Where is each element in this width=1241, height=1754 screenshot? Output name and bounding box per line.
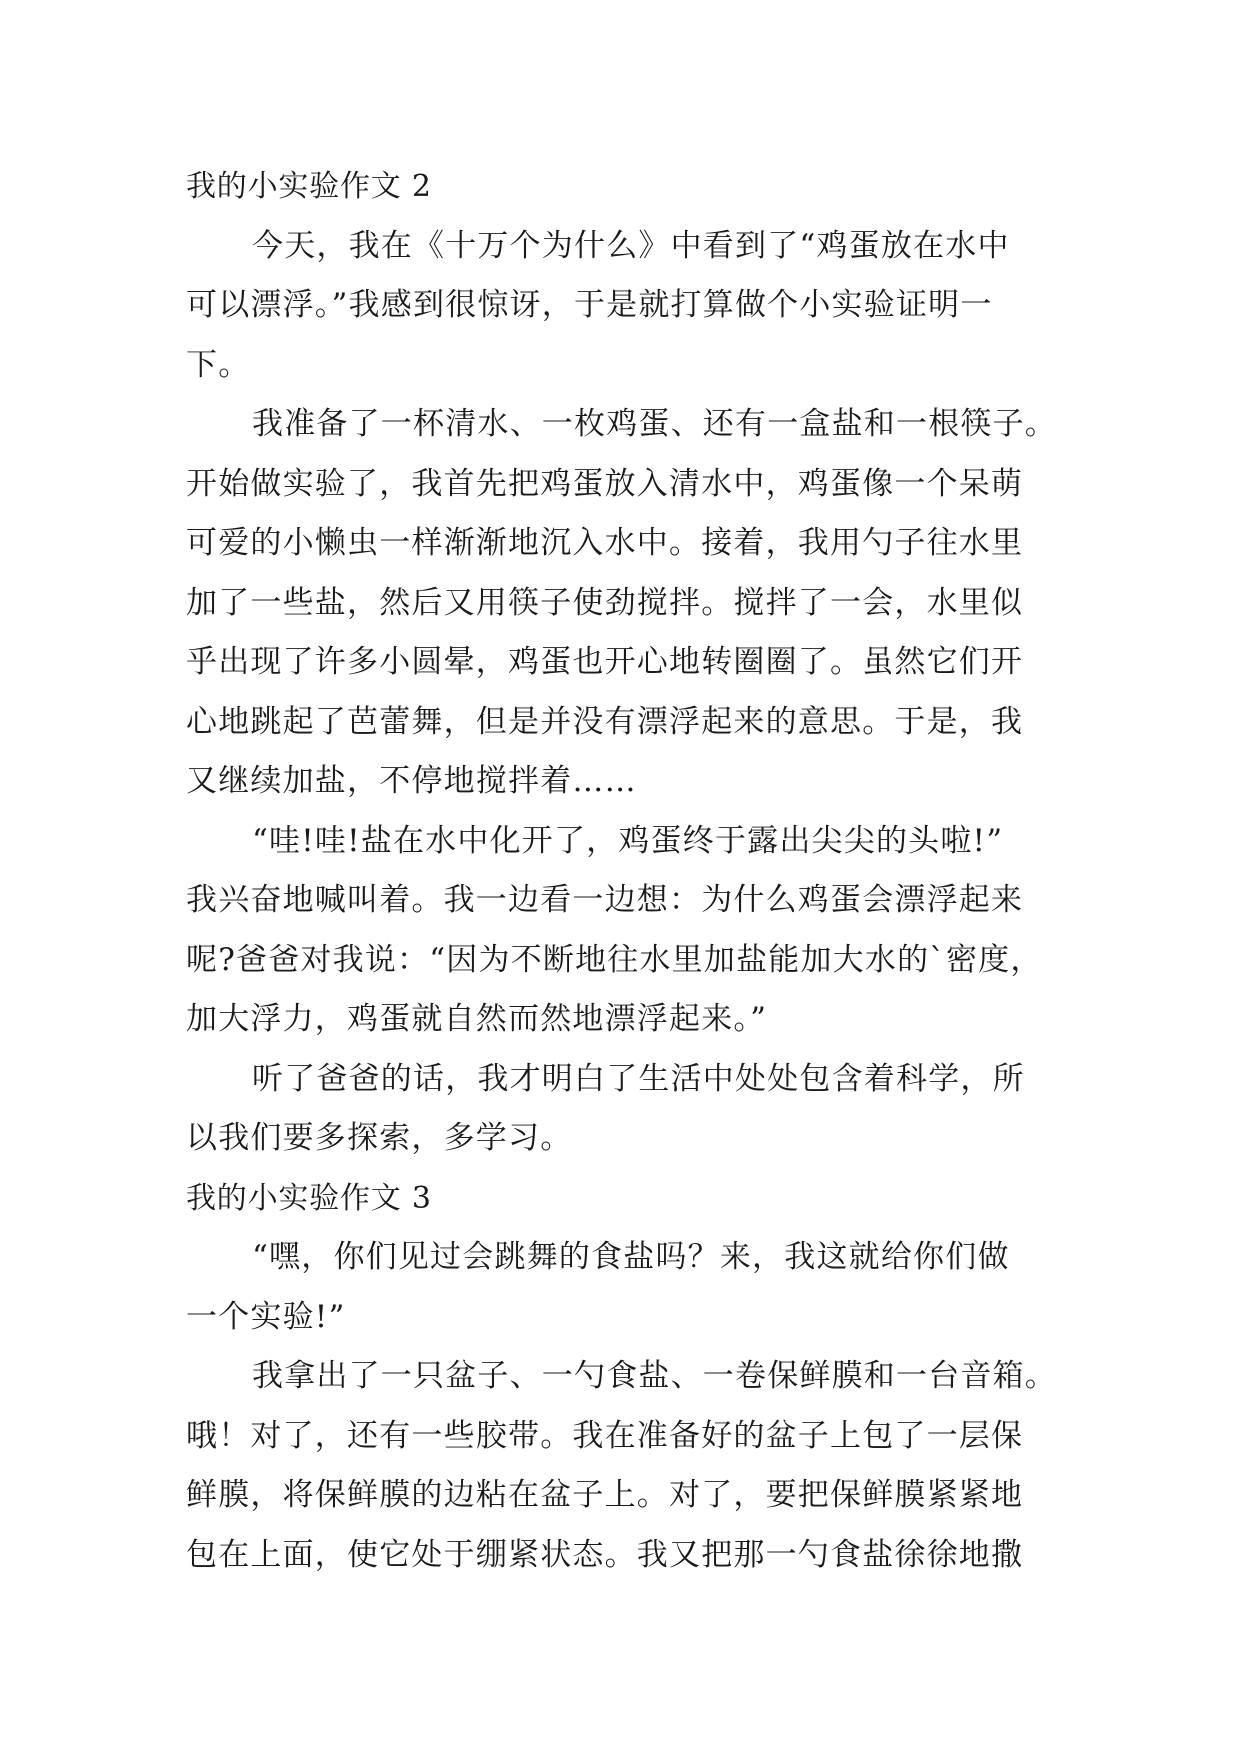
document-body — [186, 157, 1066, 1585]
text-line: 下。 — [186, 346, 251, 383]
text-line: 呢?爸爸对我说：“因为不断地往水里加盐能加大水的`密度， — [186, 941, 1043, 978]
section-heading: 我的小实验作文 3 — [186, 1180, 432, 1216]
text-line: 以我们要多探索，多学习。 — [186, 1120, 573, 1156]
text-line: 乎出现了许多小圆晕，鸡蛋也开心地转圈圈了。虽然它们开 — [186, 644, 1024, 680]
text-line: 鲜膜，将保鲜膜的边粘在盆子上。对了，要把保鲜膜紧紧地 — [186, 1477, 1024, 1513]
text-line: 我兴奋地喊叫着。我一边看一边想：为什么鸡蛋会漂浮起来 — [186, 882, 1024, 918]
text-line: 听了爸爸的话，我才明白了生活中处处包含着科学，所 — [252, 1060, 1025, 1097]
section-heading: 我的小实验作文 2 — [186, 169, 432, 204]
text-line: 一个实验!” — [186, 1298, 346, 1335]
text-line: 开始做实验了，我首先把鸡蛋放入清水中，鸡蛋像一个呆萌 — [186, 465, 1024, 502]
text-line: 可爱的小懒虫一样渐渐地沉入水中。接着，我用勺子往水里 — [186, 525, 1024, 561]
text-line: 哦！对了，还有一些胶带。我在准备好的盆子上包了一层保 — [186, 1417, 1024, 1454]
text-line: 加了一些盐，然后又用筷子使劲搅拌。搅拌了一会，水里似 — [186, 584, 1024, 621]
text-line: 可以漂浮。”我感到很惊讶，于是就打算做个小实验证明一 — [186, 287, 993, 323]
text-line: 我拿出了一只盆子、一勺食盐、一卷保鲜膜和一台音箱。 — [252, 1358, 1057, 1394]
text-line: 今天，我在《十万个为什么》中看到了“鸡蛋放在水中 — [252, 227, 1010, 264]
text-line: 包在上面，使它处于绷紧状态。我又把那一勺食盐徐徐地撒 — [186, 1536, 1024, 1573]
text-line: 心地跳起了芭蕾舞，但是并没有漂浮起来的意思。于是，我 — [186, 703, 1024, 740]
text-line: “哇!哇!盐在水中化开了，鸡蛋终于露出尖尖的头啦!” — [252, 822, 1004, 859]
text-line: 又继续加盐，不停地搅拌着…… — [186, 763, 637, 799]
text-line: “嘿，你们见过会跳舞的食盐吗？来，我这就给你们做 — [252, 1239, 1010, 1275]
text-line: 我准备了一杯清水、一枚鸡蛋、还有一盒盐和一根筷子。 — [252, 406, 1057, 442]
text-line: 加大浮力，鸡蛋就自然而然地漂浮起来。” — [186, 1001, 768, 1037]
